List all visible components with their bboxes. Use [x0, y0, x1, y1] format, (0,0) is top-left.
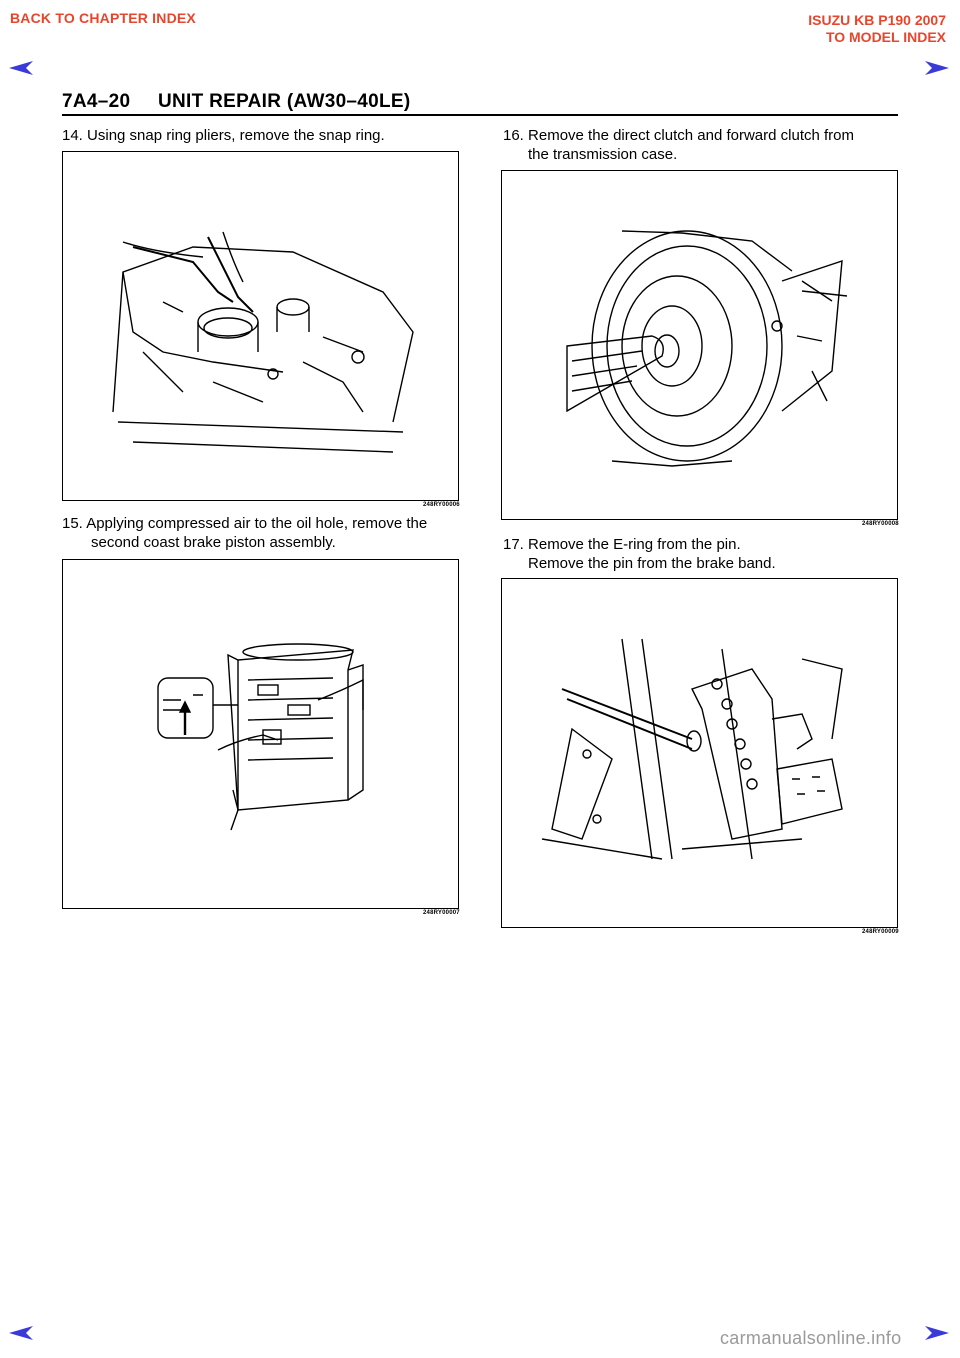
next-page-arrow-icon[interactable]	[924, 60, 950, 76]
step-text-line1: Remove the E-ring from the pin.	[528, 536, 741, 553]
step-16	[503, 126, 898, 164]
to-model-index-link[interactable]: TO MODEL INDEX	[825, 29, 946, 45]
step-text-line2: the transmission case.	[528, 146, 678, 163]
step-number: 16.	[503, 127, 524, 144]
header-divider	[62, 114, 898, 116]
step-text: Using snap ring pliers, remove the snap ring.	[87, 127, 385, 144]
step-text-line1: Remove the direct clutch and forward clutch from	[528, 127, 855, 144]
step-text-line1: Applying compressed air to the oil hole, remove the	[86, 515, 428, 532]
step-17	[503, 535, 898, 573]
section-title: UNIT REPAIR (AW30–40LE)	[158, 91, 411, 112]
clutch-removal-illustration-icon	[502, 171, 898, 520]
prev-page-arrow-icon[interactable]	[8, 60, 34, 76]
back-to-chapter-index-link[interactable]: BACK TO CHAPTER INDEX	[10, 10, 196, 26]
step-number: 17.	[503, 536, 524, 553]
figure-clutch-removal	[501, 170, 898, 520]
step-14	[62, 126, 460, 145]
e-ring-removal-illustration-icon	[502, 579, 898, 928]
page-number: 7A4–20	[62, 91, 131, 112]
model-name-link[interactable]: ISUZU KB P190 2007	[808, 12, 946, 28]
compressed-air-illustration-icon	[63, 560, 459, 909]
figure-compressed-air	[62, 559, 459, 909]
model-index-block	[808, 12, 946, 46]
figure-e-ring-removal	[501, 578, 898, 928]
step-text-line2: Remove the pin from the brake band.	[528, 555, 776, 572]
figure-snap-ring	[62, 151, 459, 501]
figure-caption: 248RY00006	[423, 502, 460, 508]
step-15	[62, 514, 460, 552]
step-number: 14.	[62, 127, 83, 144]
figure-caption: 248RY00009	[862, 929, 899, 935]
figure-caption: 248RY00008	[862, 521, 899, 527]
prev-page-bottom-arrow-icon[interactable]	[8, 1325, 34, 1341]
next-page-bottom-arrow-icon[interactable]	[924, 1325, 950, 1341]
watermark: carmanualsonline.info	[720, 1328, 902, 1348]
figure-caption: 248RY00007	[423, 910, 460, 916]
step-text-line2: second coast brake piston assembly.	[91, 534, 336, 551]
step-number: 15.	[62, 515, 83, 532]
snap-ring-pliers-illustration-icon	[63, 152, 459, 501]
